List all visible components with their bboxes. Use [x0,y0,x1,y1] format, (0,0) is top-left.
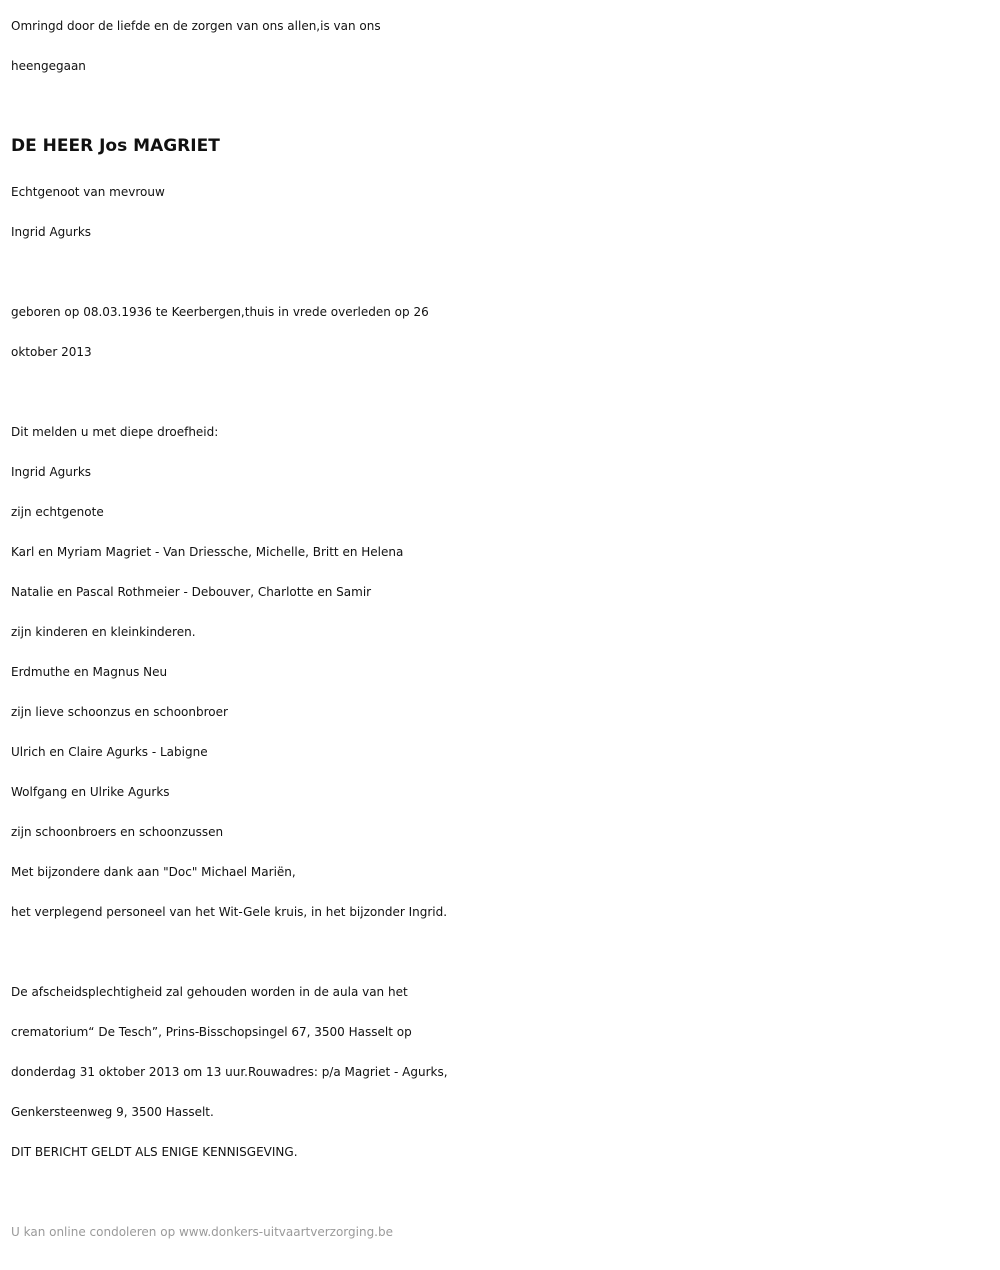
paragraph-spacer [11,932,996,972]
family-line: het verplegend personeel van het Wit-Gele kruis, in het bijzonder Ingrid. [11,905,448,919]
family-paragraph [11,412,996,932]
ceremony-line: Genkersteenweg 9, 3500 Hasselt. [11,1105,214,1119]
paragraph-spacer [11,252,996,292]
spouse-line: Echtgenoot van mevrouw [11,185,165,199]
family-line: Ulrich en Claire Agurks - Labigne [11,745,208,759]
paragraph-spacer [11,372,996,412]
ceremony-line: crematorium“ De Tesch”, Prins-Bisschopsingel 67, 3500 Hasselt op [11,1025,412,1039]
family-line: Dit melden u met diepe droefheid: [11,425,219,439]
intro-paragraph [11,6,996,86]
ceremony-line: DIT BERICHT GELDT ALS ENIGE KENNISGEVING. [11,1145,298,1159]
condolence-link-text: U kan online condoleren op www.donkers-uitvaartverzorging.be [11,1225,393,1239]
ceremony-line: donderdag 31 oktober 2013 om 13 uur.Rouwadres: p/a Magriet - Agurks, [11,1065,448,1079]
deceased-name: DE HEER Jos MAGRIET [11,136,220,156]
intro-line: heengegaan [11,59,86,73]
family-line: zijn schoonbroers en schoonzussen [11,825,224,839]
birth-death-line: oktober 2013 [11,345,92,359]
family-line: zijn kinderen en kleinkinderen. [11,625,196,639]
obituary-notice [11,0,996,1252]
family-line: Wolfgang en Ulrike Agurks [11,785,170,799]
family-line: zijn lieve schoonzus en schoonbroer [11,705,228,719]
ceremony-paragraph [11,972,996,1172]
family-line: zijn echtgenote [11,505,104,519]
ceremony-line: De afscheidsplechtigheid zal gehouden worden in de aula van het [11,985,408,999]
family-line: Ingrid Agurks [11,465,92,479]
spouse-paragraph [11,172,996,252]
family-line: Met bijzondere dank aan "Doc" Michael Mariën, [11,865,296,879]
birth-death-paragraph [11,292,996,372]
intro-line: Omringd door de liefde en de zorgen van ons allen,is van ons [11,19,381,33]
family-line: Natalie en Pascal Rothmeier - Debouver, Charlotte en Samir [11,585,372,599]
family-line: Karl en Myriam Magriet - Van Driessche, Michelle, Britt en Helena [11,545,404,559]
spouse-line: Ingrid Agurks [11,225,92,239]
family-line: Erdmuthe en Magnus Neu [11,665,168,679]
birth-death-line: geboren op 08.03.1936 te Keerbergen,thuis in vrede overleden op 26 [11,305,429,319]
